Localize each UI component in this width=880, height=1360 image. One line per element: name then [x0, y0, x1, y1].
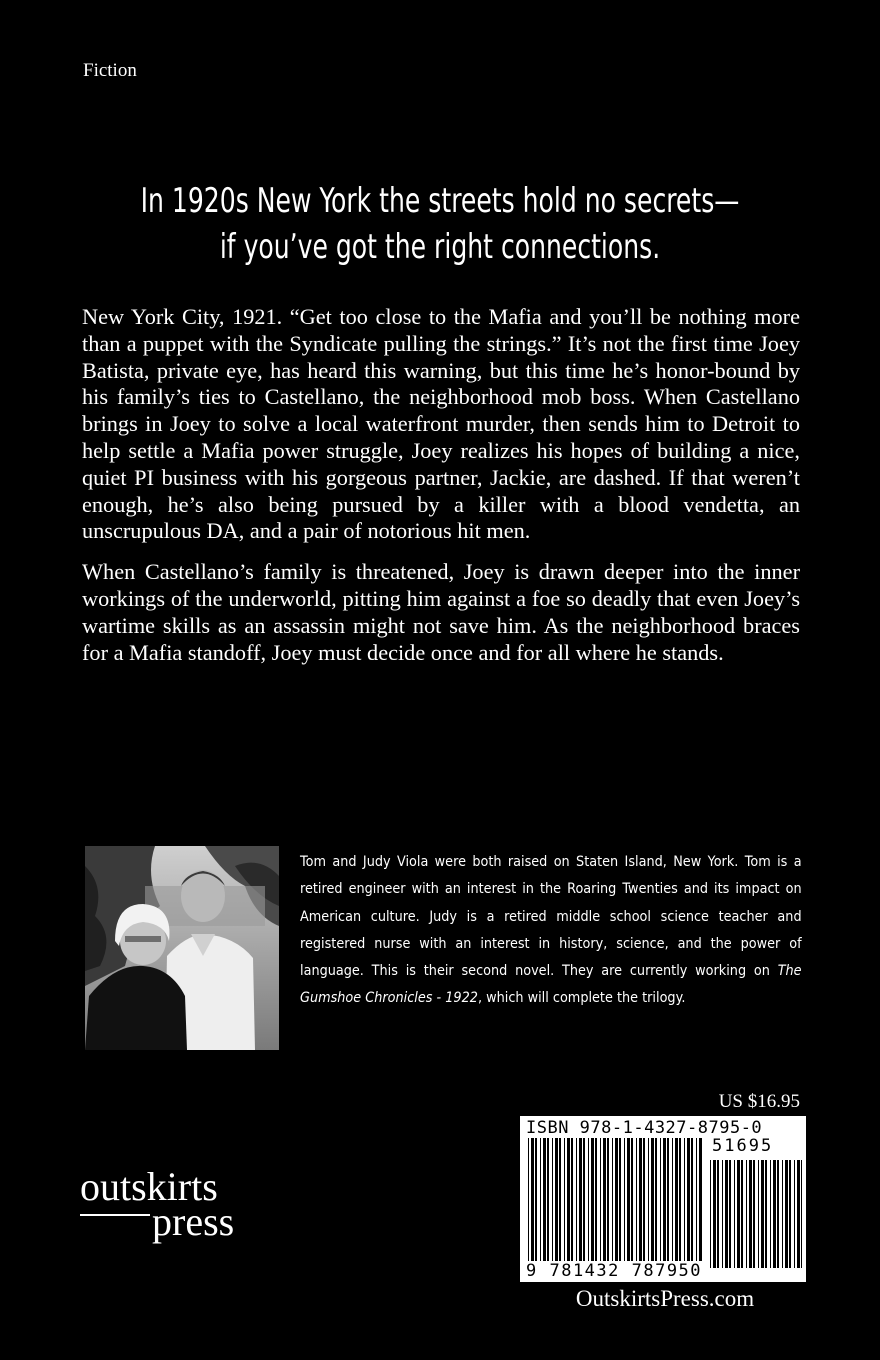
publisher-website: OutskirtsPress.com [575, 1286, 755, 1311]
barcode-bar [765, 1160, 767, 1268]
tagline [79, 178, 801, 270]
barcode-bar [552, 1138, 553, 1268]
barcode-bar [619, 1138, 621, 1268]
barcode-bar [600, 1138, 601, 1268]
barcode-bar [717, 1160, 719, 1268]
barcode-bar [567, 1138, 570, 1268]
barcode-number: 9 781432 787950 [526, 1261, 703, 1281]
barcode-bar [660, 1138, 661, 1268]
barcode-bar [540, 1138, 541, 1268]
barcode-bar [627, 1138, 630, 1268]
barcode-bar [595, 1138, 597, 1268]
barcode-bar [528, 1138, 529, 1268]
barcode-bar [782, 1160, 783, 1268]
price-label: US $16.95 [718, 1091, 800, 1112]
barcode-bar [696, 1138, 697, 1268]
author-photo-image [85, 846, 279, 1050]
barcode-bar [773, 1160, 776, 1268]
barcode-bar [675, 1138, 678, 1268]
genre-label: Fiction [83, 60, 137, 81]
barcode-bar [758, 1160, 759, 1268]
barcode-bar [722, 1160, 723, 1268]
barcode-bar [777, 1160, 779, 1268]
barcode-bar [687, 1138, 690, 1268]
barcode-addon-bars [710, 1160, 802, 1268]
barcode-bar [699, 1138, 702, 1268]
barcode-bar [785, 1160, 788, 1268]
barcode-bar [583, 1138, 585, 1268]
publisher-logo-line-1: outskirts [80, 1164, 218, 1209]
barcode-bar [753, 1160, 755, 1268]
bio-text-before: Tom and Judy Viola were both raised on Staten Island, New York. Tom is a retired engineer with an interest in the Roaring Twenties and its impact on American culture. Judy is a retired middle school science teacher and registered nurse with an interest in history, science, and the power of language. This is their second novel. They are currently working on [300, 853, 802, 980]
barcode-bar [770, 1160, 771, 1268]
barcode-bar [710, 1160, 711, 1268]
blurb-paragraph-1: New York City, 1921. “Get too close to the Mafia and you’ll be nothing more than a puppet with the Syndicate pulling the strings.” It’s not the first time Joey Batista, private eye, has heard this warning, but this time he’s honor-bound by his family’s ties to Castellano, the neighborhood mob boss. When Castellano brings in Joey to solve a local waterfront murder, then sends him to Detroit to help settle a Mafia power struggle, Joey realizes his hopes of building a nice, quiet PI business with his gorgeous partner, Jackie, are dashed. If that weren’t enough, he’s also being pursued by a killer with a blood vendetta, an unscrupulous DA, and a pair of notorious hit men. [82, 304, 800, 544]
bio-book-title: The Gumshoe Chronicles - 1922 [300, 962, 802, 1007]
barcode-bar [794, 1160, 795, 1268]
barcode-bar [663, 1138, 666, 1268]
barcode-bar [636, 1138, 637, 1268]
barcode-bar [603, 1138, 606, 1268]
barcode-bar [729, 1160, 731, 1268]
barcode-main-bars [528, 1138, 702, 1268]
barcode-bar [684, 1138, 685, 1268]
barcode [520, 1116, 806, 1282]
blurb [82, 304, 800, 680]
barcode-bar [588, 1138, 589, 1268]
barcode-bar [612, 1138, 613, 1268]
barcode-bar [651, 1138, 654, 1268]
barcode-bar [543, 1138, 546, 1268]
author-photo [85, 846, 279, 1050]
barcode-bar [746, 1160, 747, 1268]
barcode-bar [672, 1138, 673, 1268]
barcode-bar [725, 1160, 728, 1268]
barcode-bar [591, 1138, 594, 1268]
barcode-bar [648, 1138, 649, 1268]
barcode-bar [631, 1138, 633, 1268]
barcode-bar [749, 1160, 752, 1268]
barcode-bar [607, 1138, 609, 1268]
addon-number: 51695 [712, 1136, 774, 1156]
barcode-bar [564, 1138, 565, 1268]
bio-text-after: , which will complete the trilogy. [477, 989, 686, 1007]
barcode-bar [737, 1160, 740, 1268]
author-bio [300, 848, 802, 1012]
barcode-bar [531, 1138, 534, 1268]
barcode-bar [713, 1160, 716, 1268]
barcode-bar [643, 1138, 645, 1268]
barcode-bar [797, 1160, 800, 1268]
barcode-bar [789, 1160, 791, 1268]
barcode-bar [579, 1138, 582, 1268]
barcode-bar [691, 1138, 693, 1268]
barcode-bar [624, 1138, 625, 1268]
barcode-bar [559, 1138, 561, 1268]
publisher-logo [78, 1160, 258, 1260]
barcode-bar [571, 1138, 573, 1268]
publisher-logo-line-2: press [152, 1199, 235, 1244]
barcode-bar [639, 1138, 642, 1268]
tagline-line-2: if you’ve got the right connections. [219, 227, 661, 267]
isbn-label: ISBN 978-1-4327-8795-0 [526, 1118, 763, 1138]
blurb-paragraph-2: When Castellano’s family is threatened, Joey is drawn deeper into the inner workings of the underworld, pitting him against a foe so deadly that even Joey’s wartime skills as an assassin might not save him. As the neighborhood braces for a Mafia standoff, Joey must decide once and for all where he stands. [82, 559, 800, 665]
barcode-bar [655, 1138, 657, 1268]
barcode-bar [734, 1160, 735, 1268]
barcode-bar [741, 1160, 743, 1268]
barcode-bar [679, 1138, 681, 1268]
tagline-line-1: In 1920s New York the streets hold no secrets— [140, 181, 740, 221]
barcode-bar [547, 1138, 549, 1268]
barcode-bar [576, 1138, 577, 1268]
barcode-bar [555, 1138, 558, 1268]
barcode-bar [535, 1138, 537, 1268]
barcode-bar [615, 1138, 618, 1268]
barcode-bar [761, 1160, 764, 1268]
barcode-bar [667, 1138, 669, 1268]
barcode-bar [801, 1160, 802, 1268]
